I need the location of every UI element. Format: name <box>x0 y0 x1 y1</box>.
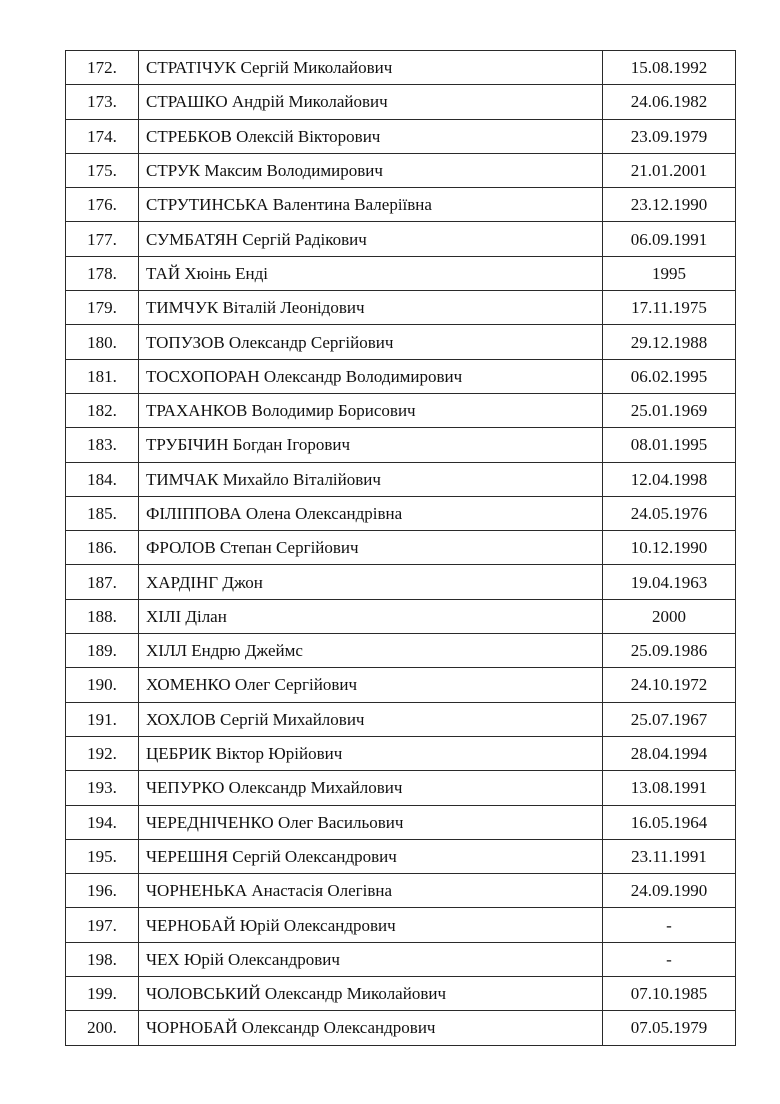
table-row <box>66 839 736 873</box>
table-row <box>66 565 736 599</box>
birth-date: - <box>603 908 736 942</box>
person-name: ЦЕБРИК Віктор Юрійович <box>139 736 603 770</box>
person-name: СТРУТИНСЬКА Валентина Валеріївна <box>139 188 603 222</box>
row-number: 178. <box>66 256 139 290</box>
table-row <box>66 736 736 770</box>
person-name: ЧЕРЕДНІЧЕНКО Олег Васильович <box>139 805 603 839</box>
birth-date: 17.11.1975 <box>603 291 736 325</box>
person-name: ХІЛІ Ділан <box>139 599 603 633</box>
table-row <box>66 942 736 976</box>
person-name: ТРУБІЧИН Богдан Ігорович <box>139 428 603 462</box>
row-number: 190. <box>66 668 139 702</box>
row-number: 187. <box>66 565 139 599</box>
row-number: 198. <box>66 942 139 976</box>
persons-table-body <box>66 51 736 1046</box>
birth-date: 23.11.1991 <box>603 839 736 873</box>
table-row <box>66 531 736 565</box>
birth-date: 06.02.1995 <box>603 359 736 393</box>
row-number: 196. <box>66 874 139 908</box>
table-row <box>66 908 736 942</box>
row-number: 173. <box>66 85 139 119</box>
birth-date: 24.06.1982 <box>603 85 736 119</box>
table-row <box>66 188 736 222</box>
person-name: ЧЕРЕШНЯ Сергій Олександрович <box>139 839 603 873</box>
table-row <box>66 1011 736 1045</box>
table-row <box>66 496 736 530</box>
table-row <box>66 702 736 736</box>
person-name: СТРАТІЧУК Сергій Миколайович <box>139 51 603 85</box>
person-name: ЧЕРНОБАЙ Юрій Олександрович <box>139 908 603 942</box>
birth-date: 2000 <box>603 599 736 633</box>
birth-date: 21.01.2001 <box>603 153 736 187</box>
person-name: СТРУК Максим Володимирович <box>139 153 603 187</box>
table-row <box>66 291 736 325</box>
person-name: ФРОЛОВ Степан Сергійович <box>139 531 603 565</box>
birth-date: 1995 <box>603 256 736 290</box>
row-number: 175. <box>66 153 139 187</box>
row-number: 180. <box>66 325 139 359</box>
person-name: ТОСХОПОРАН Олександр Володимирович <box>139 359 603 393</box>
row-number: 176. <box>66 188 139 222</box>
table-row <box>66 874 736 908</box>
row-number: 186. <box>66 531 139 565</box>
birth-date: 23.12.1990 <box>603 188 736 222</box>
person-name: ЧЕХ Юрій Олександрович <box>139 942 603 976</box>
birth-date: 06.09.1991 <box>603 222 736 256</box>
person-name: ФІЛІППОВА Олена Олександрівна <box>139 496 603 530</box>
document-page <box>65 50 735 1046</box>
birth-date: 07.10.1985 <box>603 977 736 1011</box>
person-name: ТИМЧУК Віталій Леонідович <box>139 291 603 325</box>
table-row <box>66 153 736 187</box>
row-number: 183. <box>66 428 139 462</box>
row-number: 177. <box>66 222 139 256</box>
table-row <box>66 393 736 427</box>
row-number: 184. <box>66 462 139 496</box>
person-name: СУМБАТЯН Сергій Радікович <box>139 222 603 256</box>
birth-date: 23.09.1979 <box>603 119 736 153</box>
row-number: 174. <box>66 119 139 153</box>
row-number: 194. <box>66 805 139 839</box>
person-name: ХОХЛОВ Сергій Михайлович <box>139 702 603 736</box>
birth-date: 10.12.1990 <box>603 531 736 565</box>
table-row <box>66 325 736 359</box>
table-row <box>66 256 736 290</box>
person-name: ЧЕПУРКО Олександр Михайлович <box>139 771 603 805</box>
table-row <box>66 85 736 119</box>
person-name: ТРАХАНКОВ Володимир Борисович <box>139 393 603 427</box>
table-row <box>66 599 736 633</box>
person-name: ХОМЕНКО Олег Сергійович <box>139 668 603 702</box>
birth-date: 19.04.1963 <box>603 565 736 599</box>
persons-table <box>65 50 736 1046</box>
birth-date: 24.10.1972 <box>603 668 736 702</box>
table-row <box>66 119 736 153</box>
row-number: 192. <box>66 736 139 770</box>
table-row <box>66 428 736 462</box>
birth-date: - <box>603 942 736 976</box>
table-row <box>66 462 736 496</box>
person-name: ТОПУЗОВ Олександр Сергійович <box>139 325 603 359</box>
birth-date: 07.05.1979 <box>603 1011 736 1045</box>
birth-date: 24.05.1976 <box>603 496 736 530</box>
table-row <box>66 359 736 393</box>
person-name: ЧОЛОВСЬКИЙ Олександр Миколайович <box>139 977 603 1011</box>
table-row <box>66 51 736 85</box>
birth-date: 13.08.1991 <box>603 771 736 805</box>
row-number: 185. <box>66 496 139 530</box>
birth-date: 16.05.1964 <box>603 805 736 839</box>
table-row <box>66 977 736 1011</box>
row-number: 200. <box>66 1011 139 1045</box>
person-name: ЧОРНЕНЬКА Анастасія Олегівна <box>139 874 603 908</box>
table-row <box>66 771 736 805</box>
row-number: 182. <box>66 393 139 427</box>
birth-date: 12.04.1998 <box>603 462 736 496</box>
table-row <box>66 805 736 839</box>
row-number: 193. <box>66 771 139 805</box>
birth-date: 29.12.1988 <box>603 325 736 359</box>
row-number: 191. <box>66 702 139 736</box>
birth-date: 25.07.1967 <box>603 702 736 736</box>
person-name: ТАЙ Хюінь Енді <box>139 256 603 290</box>
birth-date: 08.01.1995 <box>603 428 736 462</box>
row-number: 195. <box>66 839 139 873</box>
row-number: 189. <box>66 634 139 668</box>
table-row <box>66 222 736 256</box>
person-name: СТРАШКО Андрій Миколайович <box>139 85 603 119</box>
birth-date: 15.08.1992 <box>603 51 736 85</box>
row-number: 181. <box>66 359 139 393</box>
birth-date: 28.04.1994 <box>603 736 736 770</box>
birth-date: 24.09.1990 <box>603 874 736 908</box>
row-number: 197. <box>66 908 139 942</box>
birth-date: 25.09.1986 <box>603 634 736 668</box>
table-row <box>66 634 736 668</box>
person-name: СТРЕБКОВ Олексій Вікторович <box>139 119 603 153</box>
table-row <box>66 668 736 702</box>
person-name: ЧОРНОБАЙ Олександр Олександрович <box>139 1011 603 1045</box>
row-number: 172. <box>66 51 139 85</box>
row-number: 188. <box>66 599 139 633</box>
birth-date: 25.01.1969 <box>603 393 736 427</box>
person-name: ХІЛЛ Ендрю Джеймс <box>139 634 603 668</box>
row-number: 179. <box>66 291 139 325</box>
row-number: 199. <box>66 977 139 1011</box>
person-name: ТИМЧАК Михайло Віталійович <box>139 462 603 496</box>
person-name: ХАРДІНГ Джон <box>139 565 603 599</box>
